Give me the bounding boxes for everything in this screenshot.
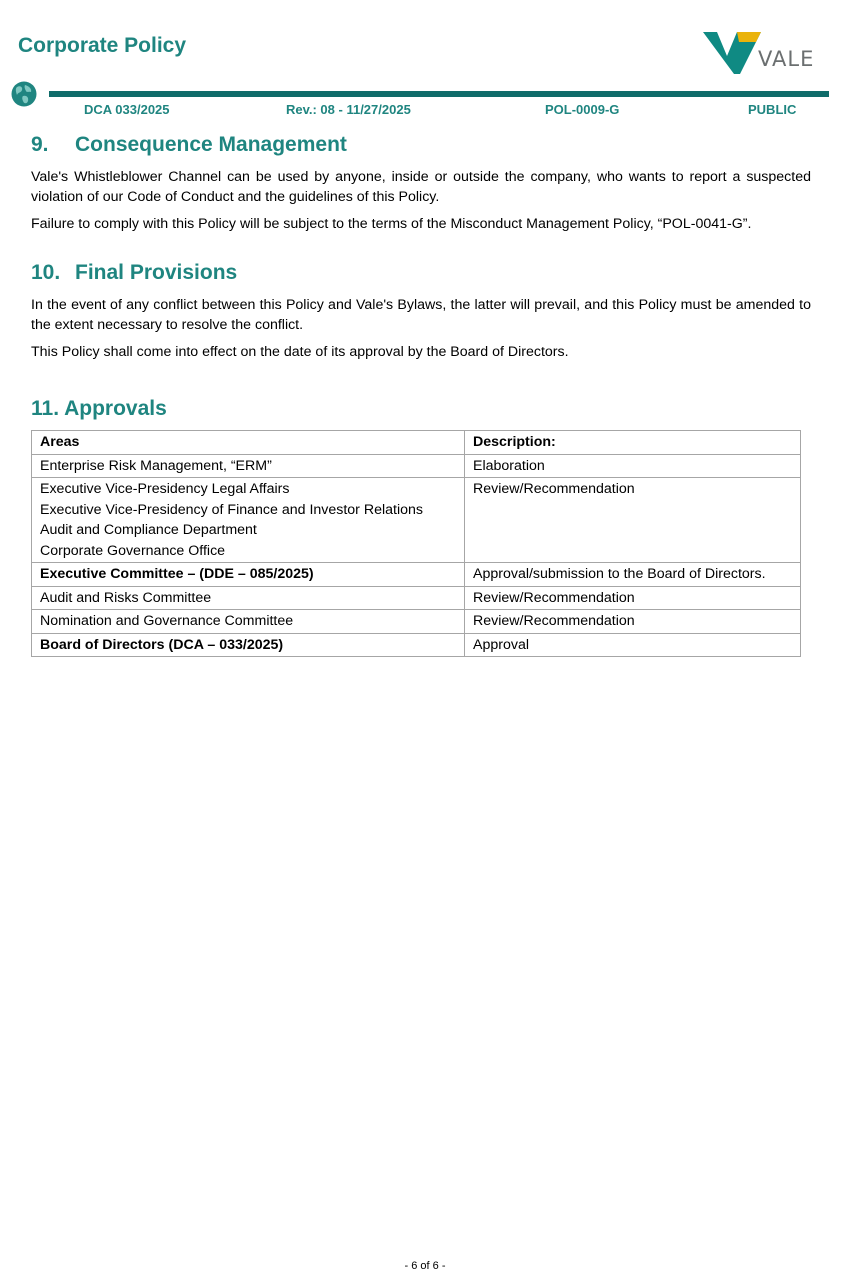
meta-policy-code: POL-0009-G (545, 102, 620, 117)
section-9-title: Consequence Management (75, 133, 347, 156)
vale-logo-text: VALE (758, 47, 815, 71)
table-cell-area-line: Audit and Compliance Department (40, 522, 257, 538)
table-cell-area (32, 478, 465, 563)
meta-classification: PUBLIC (748, 102, 797, 117)
table-row (32, 563, 801, 587)
meta-dca: DCA 033/2025 (84, 102, 170, 117)
table-header-areas: Areas (32, 431, 465, 455)
section-9-paragraph-1: Vale's Whistleblower Channel can be used by anyone, inside or outside the company, who wants to report a suspected violation of our Code of Conduct and the guidelines of this Policy. (31, 169, 811, 205)
table-row (32, 478, 801, 563)
approvals-table (31, 430, 801, 657)
table-cell-area-line: Executive Vice-Presidency Legal Affairs (40, 481, 290, 497)
table-header-description: Description: (465, 431, 801, 455)
table-cell-area: Executive Committee – (DDE – 085/2025) (32, 563, 465, 587)
section-11-heading: 11. Approvals (31, 397, 167, 420)
meta-revision: Rev.: 08 - 11/27/2025 (286, 102, 411, 117)
section-9-number: 9. (31, 133, 49, 156)
table-row (32, 586, 801, 610)
table-cell-description: Review/Recommendation (465, 610, 801, 634)
section-10-heading (31, 261, 237, 285)
page-header-title: Corporate Policy (18, 34, 187, 57)
table-cell-area-line: Executive Vice-Presidency of Finance and Investor Relations (40, 501, 423, 518)
table-cell-area-line: Corporate Governance Office (40, 542, 226, 559)
table-cell-description: Review/Recommendation (465, 478, 801, 563)
table-cell-area: Enterprise Risk Management, “ERM” (32, 454, 465, 478)
section-9-heading (31, 133, 347, 157)
table-cell-description: Approval (465, 633, 801, 657)
table-cell-area: Nomination and Governance Committee (32, 610, 465, 634)
table-cell-description: Elaboration (465, 454, 801, 478)
section-10-title: Final Provisions (75, 261, 238, 284)
globe-icon (11, 81, 37, 107)
section-10-paragraph-1: In the event of any conflict between this Policy and Vale's Bylaws, the latter will prevail, and this Policy must be amended to the extent necessary to resolve the conflict. (31, 297, 811, 333)
table-row (32, 454, 801, 478)
header-divider (49, 91, 829, 97)
table-row (32, 610, 801, 634)
section-10-number: 10. (31, 261, 61, 284)
table-row (32, 633, 801, 657)
table-header-row (32, 431, 801, 455)
table-cell-description: Approval/submission to the Board of Directors. (465, 563, 801, 587)
table-cell-area: Board of Directors (DCA – 033/2025) (32, 633, 465, 657)
table-cell-area: Audit and Risks Committee (32, 586, 465, 610)
section-10-paragraph-2: This Policy shall come into effect on the date of its approval by the Board of Directors. (31, 344, 569, 360)
table-cell-description: Review/Recommendation (465, 586, 801, 610)
section-9-paragraph-2: Failure to comply with this Policy will be subject to the terms of the Misconduct Management Policy, “POL-0041-G”. (31, 216, 752, 232)
page-number: - 6 of 6 - (404, 1260, 446, 1272)
